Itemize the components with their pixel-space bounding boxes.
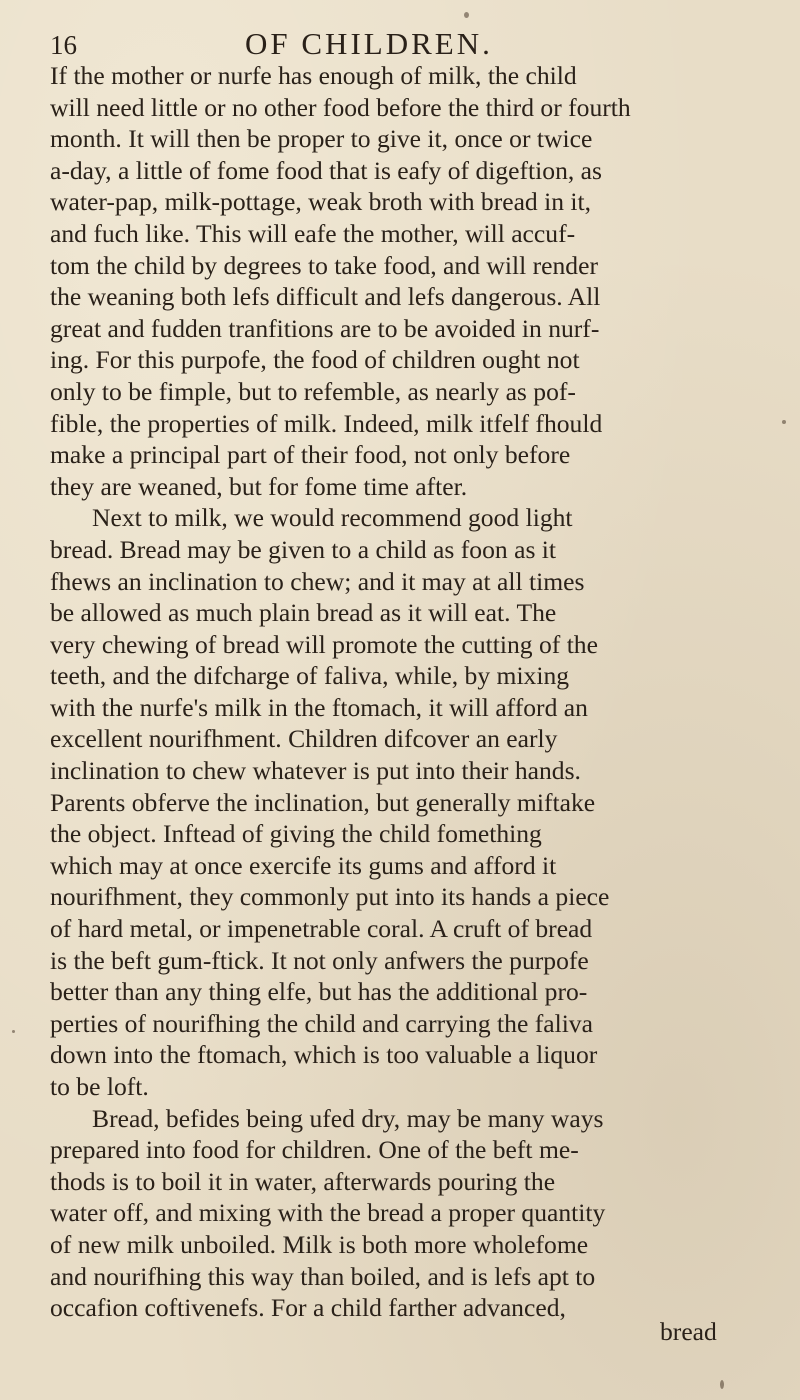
text-line: water-pap, milk-pottage, weak broth with bread in it, <box>50 187 592 217</box>
text-line: water off, and mixing with the bread a proper quantity <box>50 1198 606 1228</box>
text-line: be allowed as much plain bread as it will eat. The <box>50 598 557 628</box>
catchword: bread <box>660 1317 717 1346</box>
text-line: down into the ftomach, which is too valuable a liquor <box>50 1040 598 1070</box>
paper-speck <box>12 1030 15 1033</box>
text-line: make a principal part of their food, not only before <box>50 440 571 470</box>
text-line: perties of nourifhing the child and carrying the faliva <box>50 1008 593 1038</box>
text-line: tom the child by degrees to take food, and will render <box>50 250 598 280</box>
text-line: of hard metal, or impenetrable coral. A cruft of bread <box>50 914 593 944</box>
paper-speck <box>464 12 469 18</box>
text-line: bread. Bread may be given to a child as foon as it <box>50 534 557 564</box>
text-line: only to be fimple, but to refemble, as nearly as pof- <box>50 376 576 406</box>
text-line: which may at once exercife its gums and afford it <box>50 850 557 880</box>
text-line: excellent nourifhment. Children difcover an early <box>50 724 558 754</box>
text-line: will need little or no other food before the third or fourth <box>50 92 631 122</box>
text-line: and nourifhing this way than boiled, and is lefs apt to <box>50 1261 596 1291</box>
paper-speck <box>782 420 786 424</box>
text-line: ing. For this purpofe, the food of children ought not <box>50 345 580 375</box>
text-line: inclination to chew whatever is put into their hands. <box>50 756 581 786</box>
text-line: a-day, a little of fome food that is eafy of digeftion, as <box>50 155 602 185</box>
text-line: very chewing of bread will promote the cutting of the <box>50 629 598 659</box>
page-header <box>50 22 750 62</box>
text-line: they are weaned, but for fome time after. <box>50 471 468 501</box>
text-line: with the nurfe's milk in the ftomach, it will afford an <box>50 692 588 722</box>
text-line: Parents obferve the inclination, but generally miftake <box>50 787 596 817</box>
text-line: thods is to boil it in water, afterwards pouring the <box>50 1166 556 1196</box>
paragraph-start-line: Next to milk, we would recommend good light <box>92 503 573 533</box>
text-line: prepared into food for children. One of the beft me- <box>50 1135 579 1165</box>
text-line: the object. Inftead of giving the child fomething <box>50 819 542 849</box>
text-line: to be loft. <box>50 1072 149 1101</box>
text-line: better than any thing elfe, but has the additional pro- <box>50 977 588 1007</box>
text-line: If the mother or nurfe has enough of milk, the child <box>50 61 577 90</box>
text-line: of new milk unboiled. Milk is both more wholefome <box>50 1229 589 1259</box>
text-line: is the beft gum-ftick. It not only anfwers the purpofe <box>50 945 589 975</box>
text-line: nourifhment, they commonly put into its hands a piece <box>50 882 610 912</box>
text-line: fhews an inclination to chew; and it may at all times <box>50 566 585 596</box>
body-text <box>50 60 765 1324</box>
text-line: occafion coftivenefs. For a child farther advanced, <box>50 1293 566 1323</box>
page-number: 16 <box>50 30 77 60</box>
text-line: great and fudden tranfitions are to be avoided in nurf- <box>50 313 600 343</box>
paragraph-start-line: Bread, befides being ufed dry, may be many ways <box>92 1103 604 1133</box>
text-line: month. It will then be proper to give it, once or twice <box>50 124 593 154</box>
paper-speck <box>720 1380 724 1389</box>
text-line: teeth, and the difcharge of faliva, while, by mixing <box>50 661 570 691</box>
text-line: fible, the properties of milk. Indeed, milk itfelf fhould <box>50 408 603 438</box>
text-line: the weaning both lefs difficult and lefs dangerous. All <box>50 282 601 312</box>
text-line: and fuch like. This will eafe the mother, will accuf- <box>50 218 576 248</box>
running-head: OF CHILDREN. <box>245 26 493 61</box>
